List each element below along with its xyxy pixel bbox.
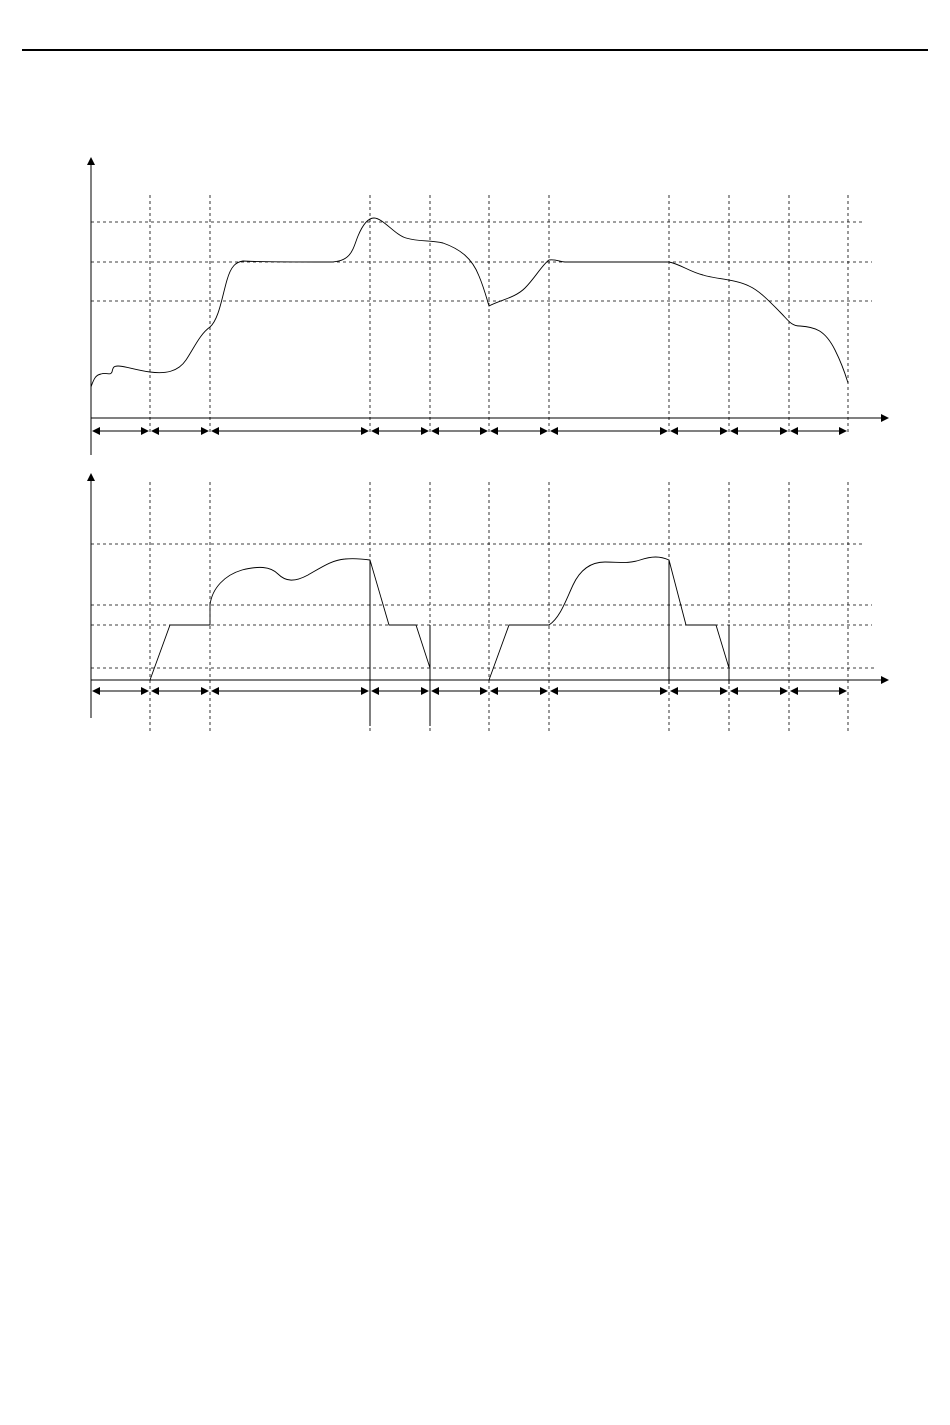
lower-dividers	[150, 482, 848, 732]
upper-curve	[91, 218, 848, 387]
upper-dividers	[150, 195, 848, 432]
lower-curve	[150, 559, 430, 680]
lower-curve	[489, 557, 729, 680]
lower-plot	[91, 474, 888, 732]
upper-plot	[91, 158, 888, 455]
